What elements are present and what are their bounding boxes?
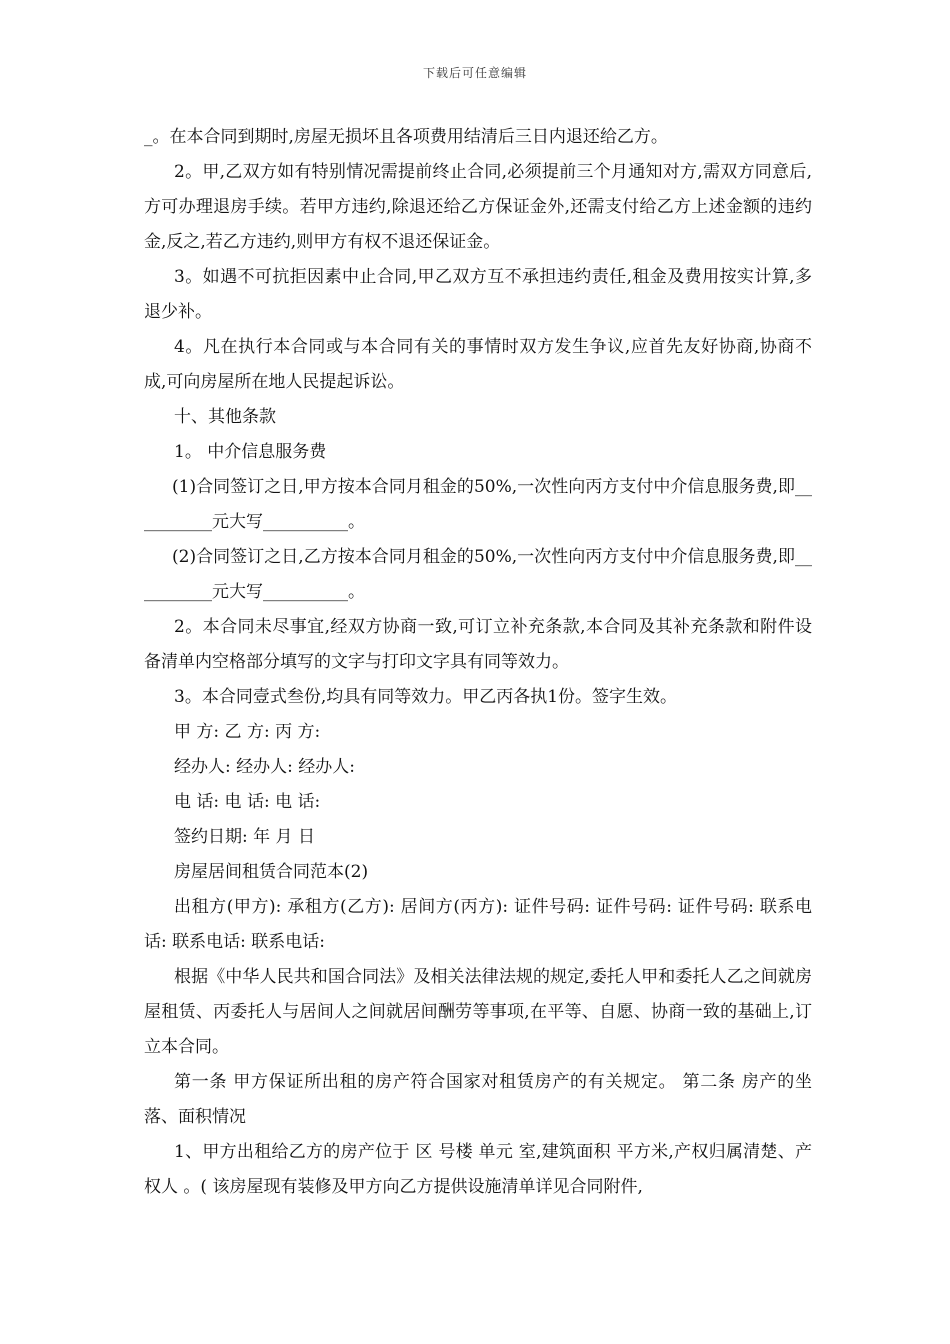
parties-info: 出租方(甲方): 承租方(乙方): 居间方(丙方): 证件号码: 证件号码: 证件号码: 联系电话: 联系电话: 联系电话:	[144, 897, 812, 952]
paragraph-early-termination: 2。甲,乙双方如有特别情况需提前终止合同,必须提前三个月通知对方,需双方同意后,方可办理退房手续。若甲方违约,除退还给乙方保证金外,还需支付给乙方上述金额的违约金,反之,若乙方违约,则甲方有权不退还保证金。	[144, 162, 812, 252]
paragraph-dispute: 4。凡在执行本合同或与本合同有关的事情时双方发生争议,应首先友好协商,协商不成,可向房屋所在地人民提起诉讼。	[144, 337, 812, 392]
clause-property-location: 1、甲方出租给乙方的房产位于 区 号楼 单元 室,建筑面积 平方米,产权归属清楚、产权人 。( 该房屋现有装修及甲方向乙方提供设施清单详见合同附件,	[144, 1142, 812, 1197]
page-header-note: 下载后可任意编辑	[422, 66, 527, 80]
paragraph-deposit-return: _。在本合同到期时,房屋无损坏且各项费用结清后三日内退还给乙方。	[144, 127, 668, 147]
signature-date: 签约日期: 年 月 日	[174, 827, 315, 847]
paragraph-force-majeure: 3。如遇不可抗拒因素中止合同,甲乙双方互不承担违约责任,租金及费用按实计算,多退少补。	[144, 267, 812, 322]
clause-agency-fee-party-a: (1)合同签订之日,甲方按本合同月租金的50%,一次性向丙方支付中介信息服务费,即__________元大写__________。	[144, 477, 812, 532]
section-heading-other-terms: 十、其他条款	[174, 407, 276, 427]
document-body	[144, 120, 812, 1205]
clause-agency-fee: 1。 中介信息服务费	[174, 442, 327, 462]
clause-agency-fee-party-b: (2)合同签订之日,乙方按本合同月租金的50%,一次性向丙方支付中介信息服务费,即__________元大写__________。	[144, 547, 812, 602]
signature-handlers: 经办人: 经办人: 经办人:	[174, 757, 355, 777]
paragraph-legal-basis: 根据《中华人民共和国合同法》及相关法律法规的规定,委托人甲和委托人乙之间就房屋租赁、丙委托人与居间人之间就居间酬劳等事项,在平等、自愿、协商一致的基础上,订立本合同。	[144, 967, 812, 1057]
signature-parties: 甲 方: 乙 方: 丙 方:	[174, 722, 321, 742]
article-one-two: 第一条 甲方保证所出租的房产符合国家对租赁房产的有关规定。 第二条 房产的坐落、面积情况	[144, 1072, 812, 1127]
clause-copies: 3。本合同壹式叁份,均具有同等效力。甲乙丙各执1份。签字生效。	[174, 687, 678, 707]
document-subtitle: 房屋居间租赁合同范本(2)	[174, 862, 369, 882]
signature-phones: 电 话: 电 话: 电 话:	[174, 792, 321, 812]
clause-supplementary-terms: 2。本合同未尽事宜,经双方协商一致,可订立补充条款,本合同及其补充条款和附件设备清单内空格部分填写的文字与打印文字具有同等效力。	[144, 617, 812, 672]
